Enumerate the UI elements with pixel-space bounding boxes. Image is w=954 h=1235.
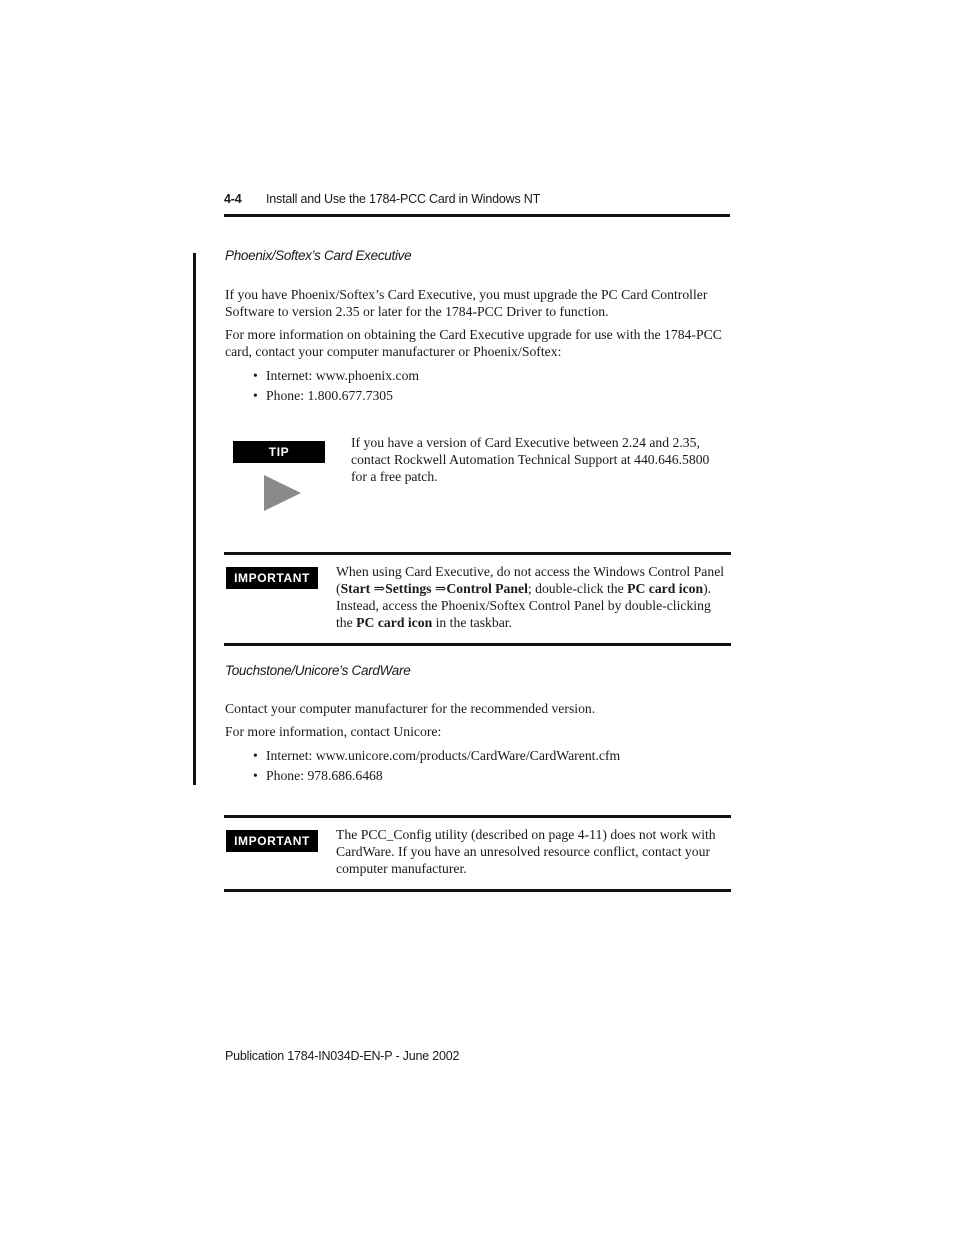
note-rule-top — [224, 552, 731, 555]
note-rule-top — [224, 815, 731, 818]
publication-footer: Publication 1784-IN034D-EN-P - June 2002 — [225, 1049, 460, 1063]
page-header — [224, 192, 730, 218]
paragraph: For more information, contact Unicore: — [225, 724, 442, 739]
list-item-text: Phone: 978.686.6468 — [266, 768, 383, 783]
paragraph: Contact your computer manufacturer for the recommended version. — [225, 701, 596, 716]
section-heading-card-executive: Phoenix/Softex’s Card Executive — [225, 248, 412, 263]
note-rule-bottom — [224, 643, 731, 646]
paragraph: If you have Phoenix/Softex’s Card Executive, you must upgrade the PC Card Controller Software to version 2.35 or later for the 1784-PCC Driver to function. — [225, 287, 708, 319]
bullet-icon: • — [253, 768, 258, 783]
note-rule-bottom — [224, 889, 731, 892]
list-item-text: Internet: www.phoenix.com — [266, 368, 420, 383]
list-item-text: Internet: www.unicore.com/products/CardWare/CardWarent.cfm — [266, 748, 621, 763]
important-label: IMPORTANT — [226, 830, 318, 852]
tip-label: TIP — [233, 441, 325, 463]
bullet-icon: • — [253, 748, 258, 763]
bullet-icon: • — [253, 388, 258, 403]
important-text: The PCC_Config utility (described on page 4-11) does not work with CardWare. If you have an unresolved resource conflict, contact your computer manufacturer. — [336, 827, 716, 876]
chapter-title: Install and Use the 1784-PCC Card in Windows NT — [266, 192, 541, 206]
section-heading-cardware: Touchstone/Unicore’s CardWare — [225, 663, 411, 678]
tip-text: If you have a version of Card Executive between 2.24 and 2.35, contact Rockwell Automation Technical Support at 440.646.5800 for a free patch. — [351, 435, 710, 484]
list-item-text: Phone: 1.800.677.7305 — [266, 388, 393, 403]
tip-arrow-icon — [264, 475, 301, 511]
page-number: 4-4 — [224, 192, 242, 206]
bullet-icon: • — [253, 368, 258, 383]
important-text: When using Card Executive, do not access the Windows Control Panel (Start ⇒Settings ⇒Control Panel; double-click the PC card icon). Instead, access the Phoenix/Softex Control Panel by double-clicking the PC card icon in the taskbar. — [336, 564, 725, 630]
paragraph: For more information on obtaining the Card Executive upgrade for use with the 1784-PCC card, contact your computer manufacturer or Phoenix/Softex: — [225, 327, 722, 359]
change-bar — [193, 253, 196, 785]
header-rule — [224, 214, 730, 217]
important-label: IMPORTANT — [226, 567, 318, 589]
